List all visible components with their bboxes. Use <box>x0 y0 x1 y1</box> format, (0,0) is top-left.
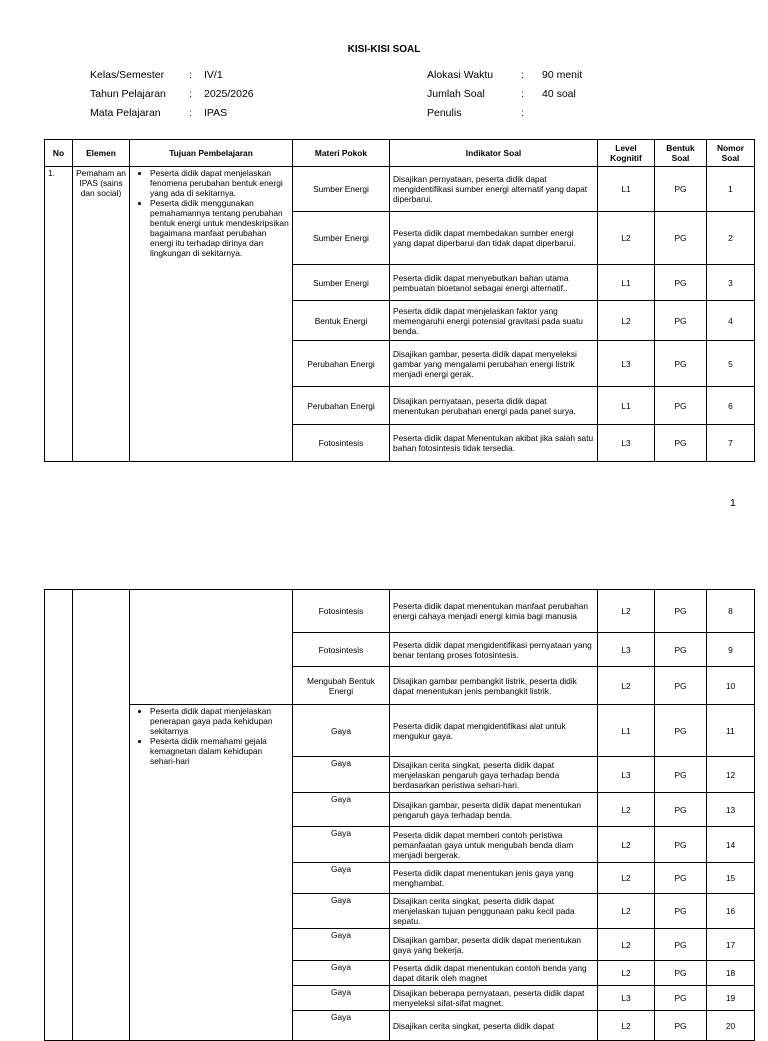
cell-level: L1 <box>598 265 655 301</box>
cell-nomor: 6 <box>707 387 755 425</box>
cell-materi: Gaya <box>293 863 390 894</box>
cell-nomor: 1 <box>707 167 755 212</box>
cell-nomor: 13 <box>707 793 755 827</box>
cell-level: L2 <box>598 793 655 827</box>
cell-level: L2 <box>598 894 655 929</box>
cell-level: L2 <box>598 961 655 986</box>
cell-bentuk: PG <box>655 961 707 986</box>
cell-indikator: Peserta didik dapat menjelaskan faktor yang memengaruhi energi potensial gravitasi pada suatu benda. <box>390 301 598 341</box>
meta-row-1 <box>0 66 768 84</box>
table-row <box>45 705 755 757</box>
cell-level: L2 <box>598 827 655 863</box>
cell-bentuk: PG <box>655 633 707 667</box>
cell-bentuk: PG <box>655 387 707 425</box>
cell-nomor: 15 <box>707 863 755 894</box>
cell-nomor: 8 <box>707 590 755 633</box>
cell-materi: Gaya <box>293 986 390 1011</box>
cell-materi: Fotosintesis <box>293 590 390 633</box>
header-nomor: Nomor Soal <box>707 140 755 167</box>
table-row <box>45 167 755 212</box>
cell-indikator: Disajikan gambar pembangkit listrik, peserta didik dapat menentukan jenis pembangkit listrik. <box>390 667 598 705</box>
cell-materi: Sumber Energi <box>293 265 390 301</box>
cell-indikator: Peserta didik dapat mengidentifikasi pernyataan yang benar tentang proses fotosintesis. <box>390 633 598 667</box>
cell-indikator: Peserta didik dapat Menentukan akibat jika salah satu bahan fotosintesis tidak tersedia. <box>390 425 598 462</box>
cell-materi: Fotosintesis <box>293 425 390 462</box>
cell-indikator: Peserta didik dapat menentukan manfaat perubahan energi cahaya menjadi energi kimia bagi manusia <box>390 590 598 633</box>
cell-bentuk: PG <box>655 667 707 705</box>
page-number: 1 <box>730 497 736 509</box>
cell-materi: Perubahan Energi <box>293 341 390 387</box>
cell-indikator: Peserta didik dapat menyebutkan bahan utama pembuatan bioetanol sebagai energi alternatif.. <box>390 265 598 301</box>
cell-level: L3 <box>598 757 655 793</box>
cell-materi: Gaya <box>293 757 390 793</box>
meta-value: 90 menit <box>542 69 583 81</box>
cell-nomor: 2 <box>707 212 755 265</box>
cell-materi: Gaya <box>293 961 390 986</box>
cell-no <box>45 590 73 1041</box>
header-bentuk: Bentuk Soal <box>655 140 707 167</box>
cell-bentuk: PG <box>655 212 707 265</box>
cell-materi: Gaya <box>293 1011 390 1041</box>
cell-indikator: Disajikan gambar, peserta didik dapat menyeleksi gambar yang mengalami perubahan energi listrik menjadi energi gerak. <box>390 341 598 387</box>
cell-tujuan <box>130 167 293 462</box>
cell-nomor: 19 <box>707 986 755 1011</box>
cell-tujuan <box>130 705 293 1041</box>
meta-colon: : <box>521 107 524 119</box>
meta-value: 40 soal <box>542 88 576 100</box>
header-level: Level Kognitif <box>598 140 655 167</box>
meta-label: Alokasi Waktu <box>427 69 494 81</box>
kisi-kisi-table-page-2 <box>44 589 755 1041</box>
cell-materi: Gaya <box>293 793 390 827</box>
cell-bentuk: PG <box>655 929 707 961</box>
meta-colon: : <box>521 69 524 81</box>
cell-elemen <box>73 590 130 1041</box>
cell-nomor: 18 <box>707 961 755 986</box>
header-materi: Materi Pokok <box>293 140 390 167</box>
header-elemen: Elemen <box>73 140 130 167</box>
meta-label: Tahun Pelajaran <box>90 88 166 100</box>
meta-label: Penulis <box>427 107 462 119</box>
cell-bentuk: PG <box>655 757 707 793</box>
cell-indikator: Disajikan pernyataan, peserta didik dapat menentukan perubahan energi pada panel surya. <box>390 387 598 425</box>
page-gap <box>0 530 768 588</box>
meta-value: IV/1 <box>204 69 223 81</box>
meta-label: Jumlah Soal <box>427 88 485 100</box>
meta-value: IPAS <box>204 107 228 119</box>
meta-colon: : <box>189 107 192 119</box>
cell-indikator: Peserta didik dapat membedakan sumber energi yang dapat diperbarui dan tidak dapat diperbarui. <box>390 212 598 265</box>
cell-level: L1 <box>598 387 655 425</box>
meta-row-2 <box>0 85 768 103</box>
document-page-2 <box>0 588 768 1031</box>
cell-bentuk: PG <box>655 1011 707 1041</box>
cell-materi: Mengubah Bentuk Energi <box>293 667 390 705</box>
tujuan-item: • Peserta didik dapat menjelaskan penerapan gaya pada kehidupan sekitarnya <box>150 706 289 736</box>
cell-materi: Gaya <box>293 827 390 863</box>
cell-materi: Gaya <box>293 894 390 929</box>
cell-nomor: 7 <box>707 425 755 462</box>
cell-elemen: Pemaham an IPAS (sains dan social) <box>73 167 130 462</box>
cell-bentuk: PG <box>655 167 707 212</box>
cell-indikator: Peserta didik dapat menentukan jenis gaya yang menghambat. <box>390 863 598 894</box>
cell-materi: Gaya <box>293 705 390 757</box>
cell-indikator: Disajikan cerita singkat, peserta didik dapat menjelaskan pengaruh gaya terhadap benda berdasarkan peristiwa sehari-hari. <box>390 757 598 793</box>
cell-bentuk: PG <box>655 705 707 757</box>
cell-level: L3 <box>598 633 655 667</box>
tujuan-item: • Peserta didik menggunakan pemahamannya tentang perubahan bentuk energi untuk mendeskripsikan bagaimana manfaat perubahan energi itu terhadap dirinya dan lingkungan di sekitarnya. <box>150 198 289 258</box>
cell-nomor: 3 <box>707 265 755 301</box>
cell-level: L2 <box>598 863 655 894</box>
cell-nomor: 9 <box>707 633 755 667</box>
cell-materi: Sumber Energi <box>293 212 390 265</box>
meta-label: Kelas/Semester <box>90 69 165 81</box>
cell-nomor: 11 <box>707 705 755 757</box>
cell-level: L2 <box>598 301 655 341</box>
cell-bentuk: PG <box>655 301 707 341</box>
cell-materi: Perubahan Energi <box>293 387 390 425</box>
cell-indikator: Disajikan pernyataan, peserta didik dapat mengidentifikasi sumber energi alternatif yang dapat diperbarui. <box>390 167 598 212</box>
meta-row-3 <box>0 104 768 122</box>
cell-indikator: Disajikan gambar, peserta didik dapat menentukan pengaruh gaya terhadap benda. <box>390 793 598 827</box>
cell-no: 1. <box>45 167 73 462</box>
cell-nomor: 4 <box>707 301 755 341</box>
meta-colon: : <box>189 88 192 100</box>
table-row <box>45 590 755 633</box>
header-no: No <box>45 140 73 167</box>
cell-level: L3 <box>598 986 655 1011</box>
table-header-row <box>45 140 755 167</box>
cell-materi: Bentuk Energi <box>293 301 390 341</box>
cell-level: L1 <box>598 705 655 757</box>
cell-nomor: 16 <box>707 894 755 929</box>
cell-indikator: Disajikan gambar, peserta didik dapat menentukan gaya yang bekerja. <box>390 929 598 961</box>
cell-bentuk: PG <box>655 265 707 301</box>
cell-nomor: 10 <box>707 667 755 705</box>
cell-nomor: 14 <box>707 827 755 863</box>
meta-value: 2025/2026 <box>204 88 254 100</box>
header-indikator: Indikator Soal <box>390 140 598 167</box>
cell-bentuk: PG <box>655 863 707 894</box>
cell-nomor: 17 <box>707 929 755 961</box>
cell-level: L2 <box>598 212 655 265</box>
cell-bentuk: PG <box>655 986 707 1011</box>
cell-bentuk: PG <box>655 827 707 863</box>
tujuan-item: • Peserta didik dapat menjelaskan fenomena perubahan bentuk energi yang ada di sekitarnya. <box>150 168 289 198</box>
cell-indikator: Peserta didik dapat memberi contoh peristiwa pemanfaatan gaya untuk mengubah benda diam menjadi bergerak. <box>390 827 598 863</box>
cell-indikator: Disajikan cerita singkat, peserta didik dapat menjelaskan tujuan penggunaan paku kecil pada sepatu. <box>390 894 598 929</box>
cell-level: L3 <box>598 425 655 462</box>
cell-level: L2 <box>598 1011 655 1041</box>
cell-materi: Fotosintesis <box>293 633 390 667</box>
cell-tujuan <box>130 590 293 705</box>
cell-level: L3 <box>598 341 655 387</box>
cell-level: L1 <box>598 167 655 212</box>
cell-bentuk: PG <box>655 793 707 827</box>
cell-materi: Gaya <box>293 929 390 961</box>
document-title: KISI-KISI SOAL <box>347 44 421 55</box>
cell-bentuk: PG <box>655 425 707 462</box>
cell-level: L2 <box>598 590 655 633</box>
header-tujuan: Tujuan Pembelajaran <box>130 140 293 167</box>
kisi-kisi-table-page-1 <box>44 139 755 462</box>
cell-bentuk: PG <box>655 894 707 929</box>
cell-bentuk: PG <box>655 590 707 633</box>
cell-indikator: Disajikan beberapa pernyataan, peserta didik dapat menyeleksi sifat-sifat magnet. <box>390 986 598 1011</box>
meta-label: Mata Pelajaran <box>90 107 161 119</box>
cell-level: L2 <box>598 667 655 705</box>
cell-indikator: Peserta didik dapat menentukan contoh benda yang dapat ditarik oleh magnet <box>390 961 598 986</box>
cell-indikator: Disajikan cerita singkat, peserta didik dapat <box>390 1011 598 1041</box>
cell-nomor: 5 <box>707 341 755 387</box>
meta-colon: : <box>189 69 192 81</box>
tujuan-item: • Peserta didik memahami gejala kemagnetan dalam kehidupan sehari-hari <box>150 736 289 766</box>
cell-materi: Sumber Energi <box>293 167 390 212</box>
cell-nomor: 12 <box>707 757 755 793</box>
cell-indikator: Peserta didik dapat mengidentifikasi alat untuk mengukur gaya. <box>390 705 598 757</box>
cell-level: L2 <box>598 929 655 961</box>
cell-bentuk: PG <box>655 341 707 387</box>
meta-colon: : <box>521 88 524 100</box>
cell-nomor: 20 <box>707 1011 755 1041</box>
